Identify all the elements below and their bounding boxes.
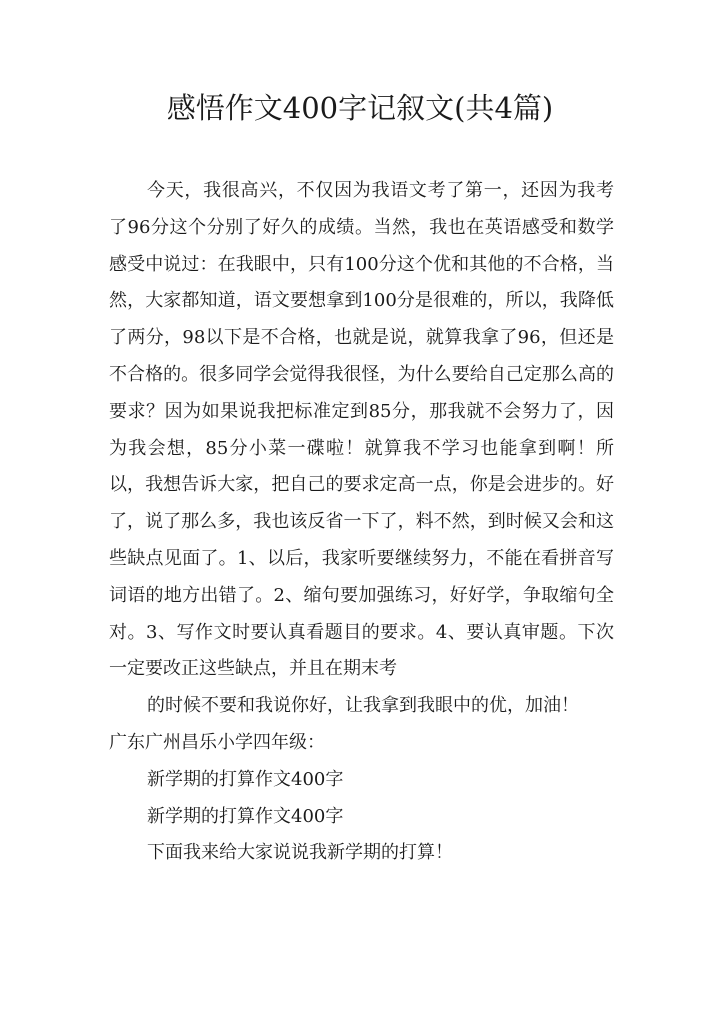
paragraph-intro: 下面我来给大家说说我新学期的打算！ [147, 842, 453, 864]
document-title: 感悟作文400字记叙文(共4篇) [166, 91, 554, 125]
paragraph-signature: 广东广州昌乐小学四年级： [109, 731, 325, 753]
paragraph-subtitle-2: 新学期的打算作文400字 [147, 805, 344, 827]
document-body [109, 173, 614, 872]
paragraph-subtitle-1: 新学期的打算作文400字 [147, 768, 344, 790]
paragraph-continuation: 的时候不要和我说你好，让我拿到我眼中的优，加油！ [147, 695, 579, 717]
paragraph-main: 今天，我很高兴，不仅因为我语文考了第一，还因为我考了96分这个分别了好久的成绩。当然，我也在英语感受和数学感受中说过：在我眼中，只有100分这个优和其他的不合格，当然，大家都知道，语文要想拿到100分是很难的，所以，我降低了两分，98以下是不合格，也就是说，就算我拿了96，但还是不合格的。很多同学会觉得我很怪，为什么要给自己定那么高的要求？因为如果说我把标准定到85分，那我就不会努力了，因为我会想，85分小菜一碟啦！就算我不学习也能拿到啊！所以，我想告诉大家，把自己的要求定高一点，你是会进步的。好了，说了那么多，我也该反省一下了，料不然，到时候又会和这些缺点见面了。1、以后，我家听要继续努力，不能在看拼音写词语的地方出错了。2、缩句要加强练习，好好学，争取缩句全对。3、写作文时要认真看题目的要求。4、要认真审题。下次一定要改正这些缺点，并且在期末考 [109, 180, 614, 680]
